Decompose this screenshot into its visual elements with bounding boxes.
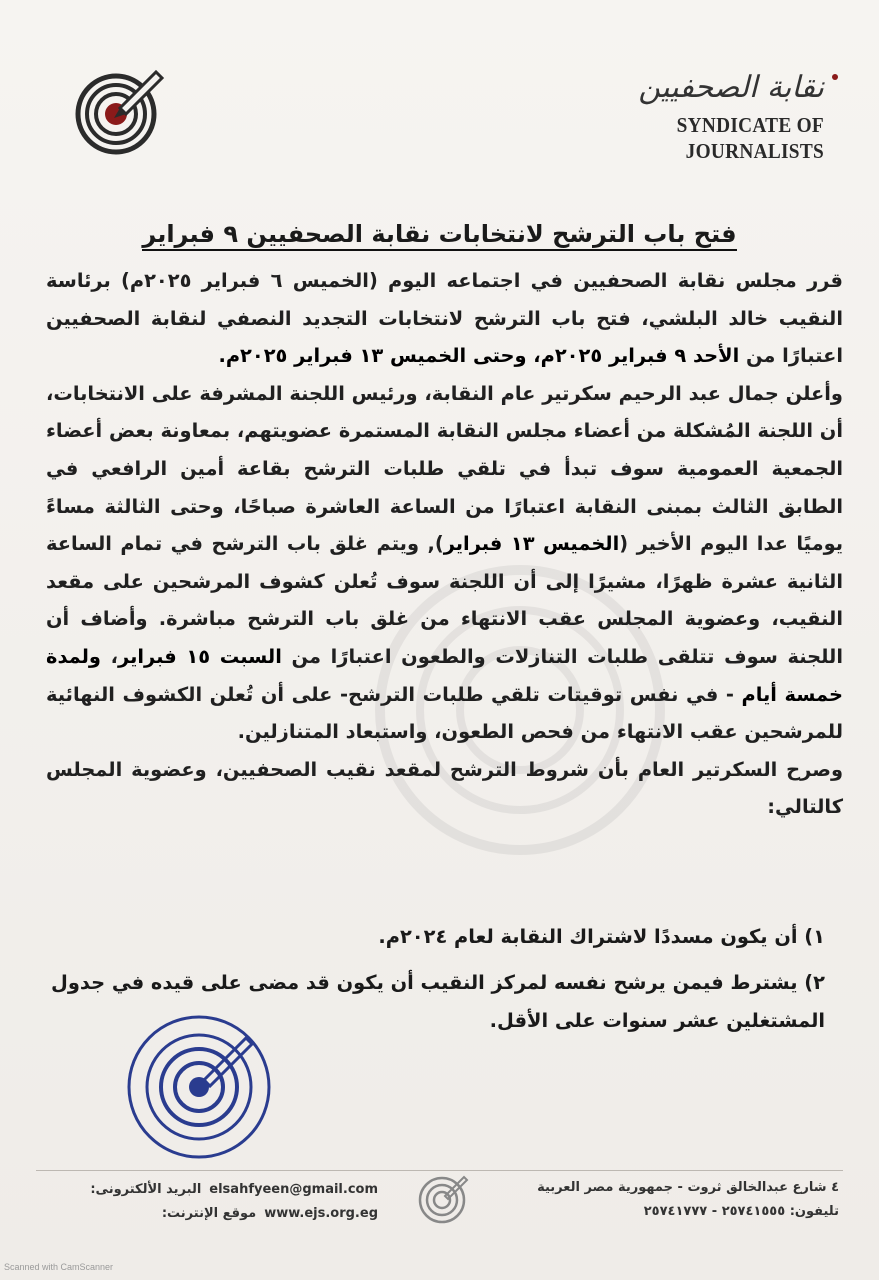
syndicate-logo-icon <box>68 58 168 158</box>
address-line: ٤ شارع عبدالخالق ثروت - جمهورية مصر العربية <box>537 1180 839 1195</box>
page-title: فتح باب الترشح لانتخابات نقابة الصحفيين ٩ فبراير <box>0 214 879 254</box>
footer-address <box>479 1176 839 1224</box>
document-body <box>46 262 843 826</box>
website-label: موقع الإنترنت: <box>161 1206 257 1221</box>
list-item: ٢) يشترط فيمن يرشح نفسه لمركز النقيب أن يكون قد مضى على قيده في جدول المشتغلين عشر سنوات على الأقل. <box>51 971 825 1032</box>
list-item: ١) أن يكون مسددًا لاشتراك النقابة لعام ٢٠٢٤م. <box>378 925 825 948</box>
website-row <box>48 1202 378 1226</box>
footer-logo-icon <box>412 1168 472 1228</box>
phone-line: تليفون: ٢٥٧٤١٥٥٥ - ٢٥٧٤١٧٧٧ <box>643 1204 839 1219</box>
paragraph-2: وأعلن جمال عبد الرحيم سكرتير عام النقابة، ورئيس اللجنة المشرفة على الانتخابات، أن اللجنة المُشكلة من أعضاء مجلس النقابة المستمرة عضويتهم، بمعاونة بعض أعضاء الجمعية العمومية سوف تبدأ في تلقي طلبات الترشح بقاعة أمين الرافعي في الطابق الثالث بمبنى النقابة اعتبارًا من الساعة العاشرة صباحًا، وحتى الثالثة مساءً يوميًا عدا اليوم الأخير (الخميس ١٣ فبراير), ويتم غلق باب الترشح في تمام الساعة الثانية عشرة ظهرًا، مشيرًا إلى أن اللجنة سوف تُعلن كشوف المرشحين على مقعد النقيب، وعضوية المجلس عقب الانتهاء من غلق باب الترشح مباشرة. وأضاف أن اللجنة سوف تتلقى طلبات التنازلات والطعون اعتبارًا من السبت ١٥ فبراير، ولمدة خمسة أيام - في نفس توقيتات تلقي طلبات الترشح- على أن تُعلن الكشوف النهائية للمرشحين عقب الانتهاء من فحص الطعون، واستبعاد المتنازلين. <box>46 381 844 744</box>
brand-dot-icon <box>832 74 838 80</box>
paragraph-1: قرر مجلس نقابة الصحفيين في اجتماعه اليوم (الخميس ٦ فبراير ٢٠٢٥م) برئاسة النقيب خالد البلشي، فتح باب الترشح لانتخابات التجديد النصفي لنقابة الصحفيين اعتبارًا من الأحد ٩ فبراير ٢٠٢٥م، وحتى الخميس ١٣ فبراير ٢٠٢٥م. <box>46 269 843 368</box>
email-label: البريد الألكترونى: <box>90 1182 202 1197</box>
paragraph-3: وصرح السكرتير العام بأن شروط الترشح لمقعد نقيب الصحفيين، وعضوية المجلس كالتالي: <box>46 757 843 819</box>
scanner-watermark: Scanned with CamScanner <box>4 1262 114 1272</box>
email-value[interactable]: elsahfyeen@gmail.com <box>209 1182 378 1197</box>
official-seal-icon <box>124 1012 274 1162</box>
syndicate-header <box>594 68 824 164</box>
brand-english-name: SYNDICATE OF JOURNALISTS <box>676 113 824 163</box>
email-row <box>48 1178 378 1202</box>
brand-arabic-name: نقابة الصحفيين <box>638 70 824 105</box>
footer-contact <box>48 1178 378 1226</box>
website-value[interactable]: www.ejs.org.eg <box>264 1206 378 1221</box>
